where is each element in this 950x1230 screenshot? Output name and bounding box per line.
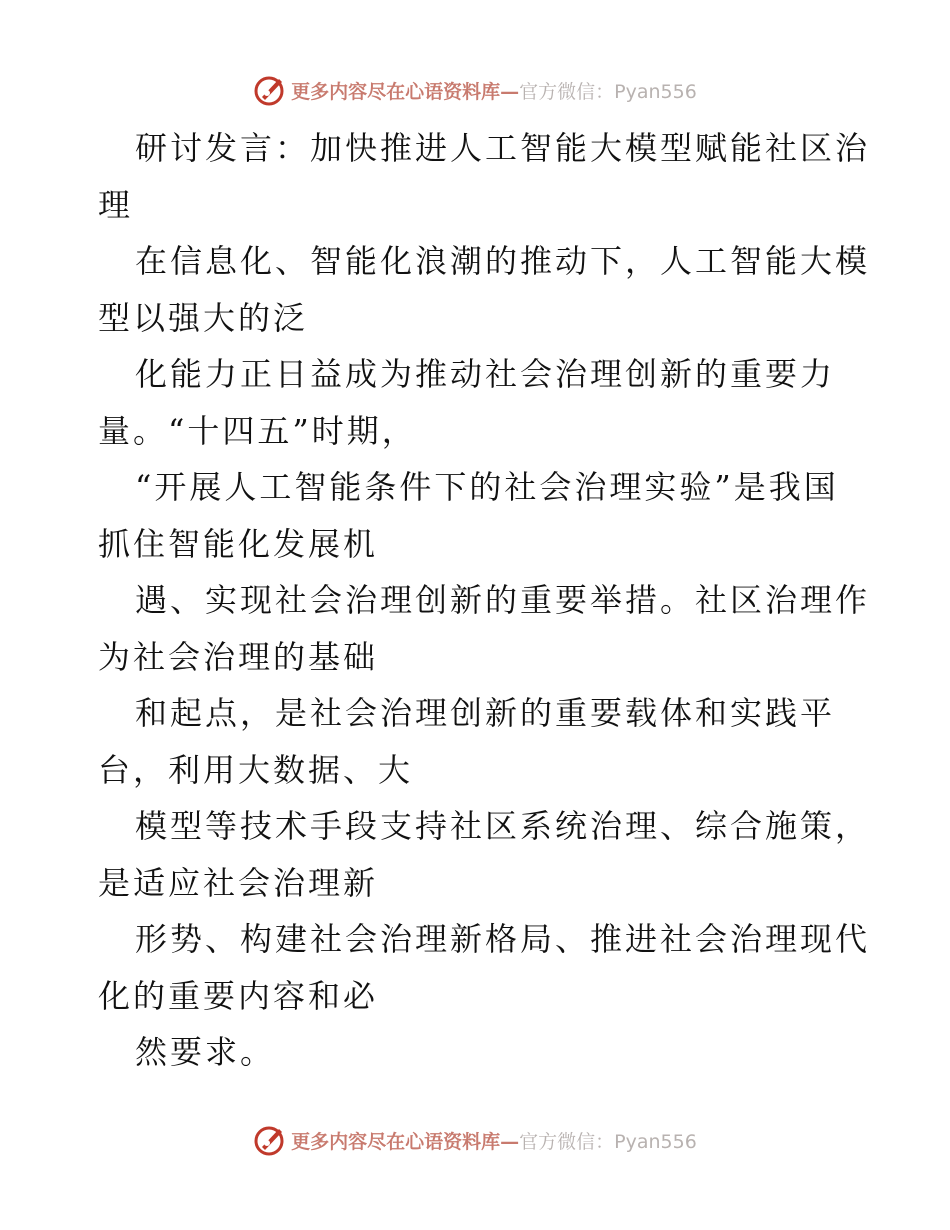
text-line: 然要求。 <box>135 1033 276 1071</box>
footer-wechat-text: 官方微信：Pyan556 <box>519 1130 697 1153</box>
header-wechat-text: 官方微信：Pyan556 <box>519 80 697 103</box>
text-line: 抓住智能化发展机 <box>98 524 379 563</box>
text-line: 和起点，是社会治理创新的重要载体和实践平 <box>135 694 836 732</box>
text-line: “开展人工智能条件下的社会治理实验”是我国 <box>135 468 839 506</box>
header-brand-text: 更多内容尽在心语资料库 <box>291 80 501 103</box>
text-line: 研讨发言：加快推进人工智能大模型赋能社区治 <box>135 129 871 167</box>
text-line: 型以强大的泛 <box>98 298 309 337</box>
footer-banner <box>0 1120 950 1160</box>
pen-logo-icon <box>253 73 287 107</box>
footer-brand-text: 更多内容尽在心语资料库 <box>291 1130 501 1153</box>
text-line: 形势、构建社会治理新格局、推进社会治理现代 <box>135 920 871 958</box>
header-separator: — <box>500 80 520 103</box>
text-line: 为社会治理的基础 <box>98 637 379 676</box>
text-line: 台，利用大数据、大 <box>98 750 414 789</box>
text-line: 遇、实现社会治理创新的重要举措。社区治理作 <box>135 581 871 619</box>
text-line: 是适应社会治理新 <box>98 863 379 902</box>
text-line: 量。“十四五”时期， <box>98 411 417 450</box>
header-banner-text <box>291 77 697 104</box>
text-line: 理 <box>98 185 134 224</box>
pen-logo-icon <box>253 1123 287 1157</box>
text-line: 模型等技术手段支持社区系统治理、综合施策， <box>135 807 871 845</box>
text-line: 化的重要内容和必 <box>98 976 379 1015</box>
footer-separator: — <box>500 1130 520 1153</box>
header-banner <box>0 70 950 110</box>
text-line: 化能力正日益成为推动社会治理创新的重要力 <box>135 355 836 393</box>
footer-banner-text <box>291 1127 697 1154</box>
text-line: 在信息化、智能化浪潮的推动下，人工智能大模 <box>135 242 871 280</box>
document-body <box>98 120 871 1081</box>
